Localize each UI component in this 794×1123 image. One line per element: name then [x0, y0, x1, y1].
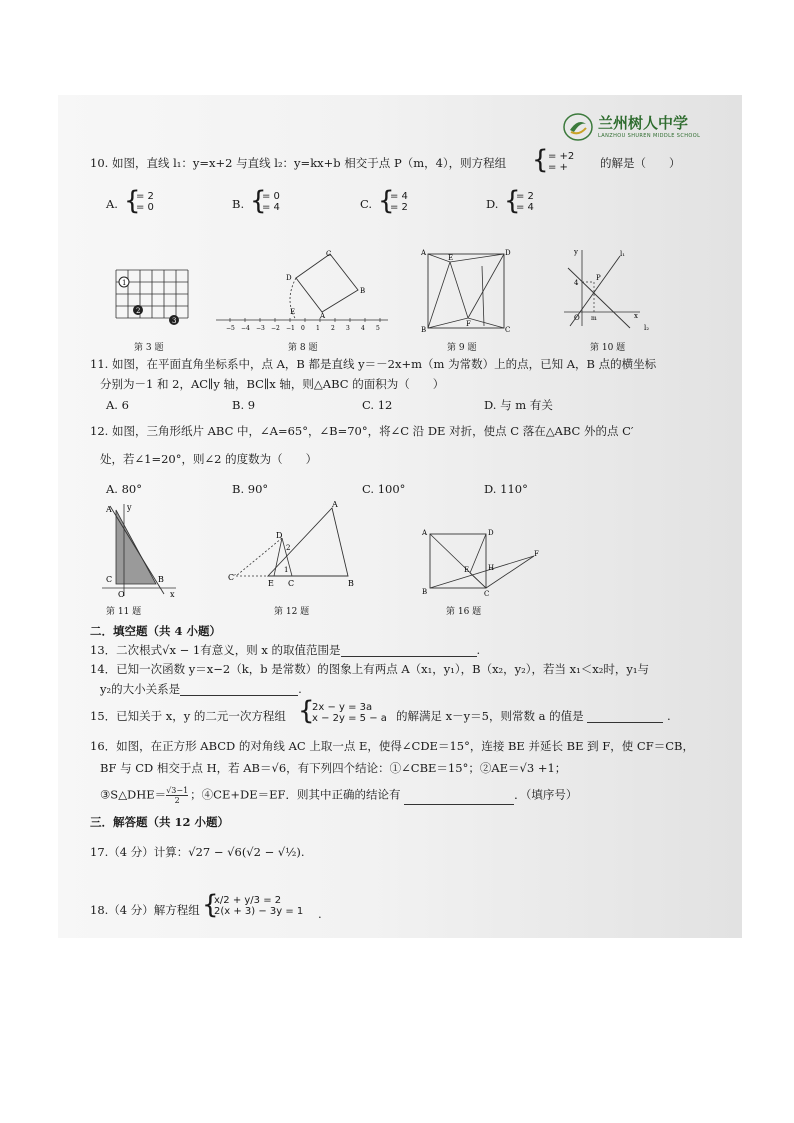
fig8-tick-label: 4 [361, 325, 365, 332]
q16-line2: BF 与 CD 相交于点 H，若 AB＝√6，有下列四个结论：①∠CBE＝15°；②AE＝√3 +1； [100, 761, 567, 775]
fig8-tick-label: −1 [286, 325, 295, 332]
q10-option-system [136, 191, 154, 213]
q16-frac-num: √3−1 [166, 786, 189, 795]
fig16-label-C: C [484, 590, 490, 598]
fig9-label-A: A [421, 249, 427, 257]
q11-option-c: C. 12 [362, 398, 393, 412]
fig11-label-B: B [158, 575, 164, 584]
q18-sys-line1: x/2 + y/3 = 2 [214, 895, 282, 906]
q14-line2 [100, 682, 302, 696]
q12-option-c: C. 100° [362, 482, 406, 496]
q10-option-brace: { [378, 186, 395, 216]
fig8-tick-label: 5 [376, 325, 380, 332]
q12-option-b: B. 90° [232, 482, 269, 496]
fig9-label-D: D [505, 249, 511, 257]
q18-system [214, 895, 303, 917]
q16-prompt: ；④CE+DE＝EF．则其中正确的结论有 [190, 787, 401, 802]
q11-line1: 11. 如图，在平面直角坐标系中，点 A，B 都是直线 y＝－2x+m（m 为常数）上的点，已知 A，B 点的横坐标 [90, 357, 657, 371]
caption-fig10: 第 10 题 [590, 343, 626, 353]
q10-tail: 的解是（ ） [600, 156, 681, 170]
fig3-label-2: 2 [136, 307, 141, 315]
fig9-label-B: B [421, 326, 427, 334]
q10-sys-line2: = + [548, 162, 568, 173]
q10-option-l1: = 2 [516, 191, 534, 202]
caption-fig16: 第 16 题 [446, 607, 482, 617]
fig10-label-y: y [574, 248, 578, 256]
fig3-label-3: 3 [172, 317, 177, 325]
q12-line1: 12. 如图，三角形纸片 ABC 中，∠A=65°，∠B=70°，将∠C 沿 DE 对折，使点 C 落在△ABC 外的点 C′ [90, 424, 634, 438]
fig16-label-A: A [422, 529, 428, 537]
q13-period: . [476, 643, 481, 657]
q14-prompt: y₂的大小关系是 [100, 682, 181, 696]
fig16-label-F: F [534, 550, 539, 558]
q10-option-l1: = 2 [136, 191, 154, 202]
q10-option-l1: = 4 [390, 191, 408, 202]
caption-fig3: 第 3 题 [134, 343, 164, 353]
q13-text [90, 643, 480, 657]
q16-line1: 16．如图，在正方形 ABCD 的对角线 AC 上取一点 E，使得∠CDE＝15°，连接 BE 并延长 BE 到 F，使 CF＝CB， [90, 739, 694, 753]
q10-option-l2: = 0 [136, 202, 154, 213]
q12-line2: 处，若∠1=20°，则∠2 的度数为（ ） [100, 452, 318, 466]
fig12-label-C: C [288, 579, 295, 588]
q10-option-system [516, 191, 534, 213]
q16-line3 [100, 786, 577, 805]
caption-fig11: 第 11 题 [106, 607, 142, 617]
q13-answer-blank [341, 645, 477, 657]
figure-12-triangle [228, 500, 358, 590]
q15-brace: { [298, 696, 315, 726]
q10-option-system [262, 191, 280, 213]
fig16-label-H: H [488, 564, 495, 572]
q15-system [312, 702, 387, 724]
q16-fraction [166, 786, 188, 805]
fig8-label-D: D [286, 274, 292, 282]
fig10-label-4: 4 [574, 279, 579, 287]
fig12-label-A: A [332, 500, 338, 509]
q10-option-l2: = 4 [516, 202, 534, 213]
q10-system [548, 151, 574, 173]
fig8-tick-label: 1 [316, 325, 320, 332]
school-logo-icon [562, 112, 594, 142]
q15-sys-line2: x − 2y = 5 − a [312, 713, 387, 724]
caption-fig9: 第 9 题 [447, 343, 477, 353]
figure-3-grid [114, 268, 190, 328]
q12-option-a: A. 80° [106, 482, 142, 496]
fig16-label-B: B [422, 588, 428, 596]
q15-answer-blank [587, 711, 663, 723]
fig12-label-E: E [268, 579, 274, 588]
q10-option-l2: = 4 [262, 202, 280, 213]
q10-option-brace: { [124, 186, 141, 216]
fig8-tick-label: 3 [346, 325, 350, 332]
fig11-label-O: O [118, 590, 125, 599]
q12-option-d: D. 110° [484, 482, 528, 496]
fig12-label-2: 2 [286, 544, 291, 552]
q16-tail: ．（填序号） [514, 787, 578, 802]
q11-line2: 分别为－1 和 2，AC∥y 轴，BC∥x 轴，则△ABC 的面积为（ ） [100, 377, 445, 391]
figure-8-numberline [212, 248, 392, 333]
q10-option-system [390, 191, 408, 213]
fig8-label-A: A [320, 312, 326, 320]
q10-option-l2: = 2 [390, 202, 408, 213]
q10-option-label: B. [232, 197, 245, 211]
figure-16-square [420, 526, 544, 598]
q10-option-l1: = 0 [262, 191, 280, 202]
fig8-tick-label: −5 [226, 325, 235, 332]
q10-text: 10. 如图，直线 l₁：y=x+2 与直线 l₂：y=kx+b 相交于点 P（m，4），则方程组 [90, 156, 507, 170]
q11-option-a: A. 6 [106, 398, 129, 412]
q15-pre: 15．已知关于 x，y 的二元一次方程组 [90, 709, 286, 723]
fig16-label-D: D [488, 529, 494, 537]
q16-frac-den: 2 [174, 796, 180, 805]
fig8-tick-label: −2 [271, 325, 280, 332]
caption-fig8: 第 8 题 [288, 343, 318, 353]
q10-brace: { [532, 145, 549, 175]
fig8-tick-label: −4 [241, 325, 250, 332]
q14-line1: 14．已知一次函数 y＝x−2（k，b 是常数）的图象上有两点 A（x₁，y₁），B（x₂，y₂），若当 x₁＜x₂时，y₁与 [90, 662, 649, 676]
fig12-label-1: 1 [284, 566, 289, 574]
fig11-label-C: C [106, 575, 113, 584]
q18-post: . [318, 907, 322, 921]
fig11-label-A: A [106, 505, 112, 514]
fig10-label-m: m [591, 315, 597, 322]
school-name-en: LANZHOU SHUREN MIDDLE SCHOOL [598, 133, 701, 139]
fig10-label-P: P [596, 274, 601, 282]
q14-answer-blank [180, 684, 298, 696]
fig16-label-E: E [464, 566, 470, 574]
q18-pre: 18.（4 分）解方程组 [90, 903, 200, 917]
fig8-label-E: E [290, 308, 296, 316]
fig12-label-B: B [348, 579, 354, 588]
q10-option-brace: { [504, 186, 521, 216]
figure-10-lines [560, 246, 655, 334]
fig10-label-x: x [634, 312, 638, 320]
q10-option-label: A. [106, 197, 118, 211]
section3-heading: 三．解答题（共 12 小题） [90, 815, 230, 829]
fig12-label-D: D [276, 531, 283, 540]
fig11-label-x: x [170, 590, 175, 599]
fig10-label-l2: l₂ [644, 324, 650, 332]
q10-option-brace: { [250, 186, 267, 216]
fig8-tick-label: 2 [331, 325, 335, 332]
q15-prompt: 的解满足 x－y＝5，则常数 a 的值是 [396, 709, 584, 723]
fig10-label-O: O [574, 314, 580, 322]
figure-11-triangle [98, 502, 178, 598]
fig11-label-y: y [127, 503, 132, 512]
q10-option-label: D. [486, 197, 499, 211]
q11-option-b: B. 9 [232, 398, 256, 412]
section2-heading: 二．填空题（共 4 小题） [90, 624, 222, 638]
q17-text: 17.（4 分）计算：√27 − √6(√2 − √½). [90, 845, 305, 859]
fig3-label-1: 1 [122, 279, 127, 287]
q16-area-label: ③S△DHE＝ [100, 787, 167, 802]
school-name: 兰州树人中学 [598, 114, 689, 132]
fig8-label-C: C [326, 250, 332, 258]
fig8-tick-label: −3 [256, 325, 265, 332]
fig12-label-C1: C′ [228, 573, 236, 582]
fig9-label-F: F [466, 320, 471, 328]
q14-period: . [298, 682, 302, 696]
q11-option-d: D. 与 m 有关 [484, 398, 553, 412]
q15-period: . [666, 709, 671, 723]
q13-prompt: 13．二次根式√x − 1有意义，则 x 的取值范围是 [90, 643, 341, 657]
q10-sys-line1: = +2 [548, 151, 575, 162]
figure-9-square [420, 246, 510, 334]
q16-answer-blank [404, 793, 514, 805]
fig9-label-E: E [448, 254, 454, 262]
q15-post [396, 709, 671, 723]
fig9-label-C: C [505, 326, 511, 334]
q18-brace: { [202, 890, 219, 920]
fig10-label-l1: l₁ [620, 250, 626, 258]
caption-fig12: 第 12 题 [274, 607, 310, 617]
q15-sys-line1: 2x − y = 3a [312, 702, 373, 713]
q18-sys-line2: 2(x + 3) − 3y = 1 [214, 906, 304, 917]
fig8-label-B: B [360, 287, 366, 295]
fig8-tick-label: 0 [301, 325, 305, 332]
q10-option-label: C. [360, 197, 373, 211]
